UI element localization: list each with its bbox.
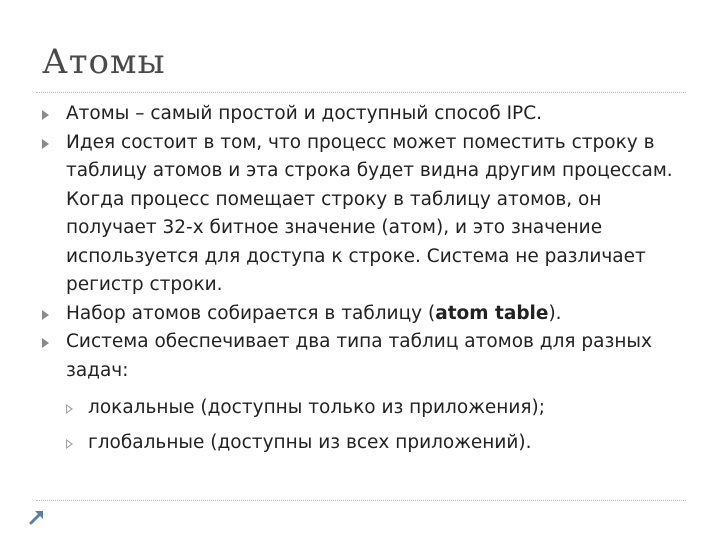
bullet-item [42,328,682,385]
bullet-text: Идея состоит в том, что процесс может поместить строку в таблицу атомов и эта строка будет видна другим процессам. Когда процесс помещает строку в таблицу атомов, он получает 32-х битное значение (атом), и это значение используется для доступа к строке. Система не различает регистр строки. [66,131,673,295]
triangle-right-icon [42,139,49,149]
bullet-item [42,100,682,129]
triangle-right-icon [42,310,49,320]
bullet-text: Атомы – самый простой и доступный способ IPC. [66,103,543,124]
bullet-text-before: Набор атомов собирается в таблицу ( [66,302,436,324]
bullet-text: Система обеспечивает два типа таблиц атомов для разных задач: [66,331,652,381]
bullet-text-after: ). [548,302,562,324]
bullet-list [42,100,682,457]
triangle-right-icon [42,338,49,348]
title-divider [36,92,686,93]
sub-bullet-item [66,429,682,458]
bullet-bold-term: atom table [435,302,549,324]
sub-bullet-item [66,394,682,423]
footer-divider [36,500,686,501]
bullet-item [42,300,682,329]
triangle-right-icon [66,439,73,449]
triangle-right-icon [66,404,73,414]
bullet-item [42,129,682,300]
navigation-arrow-icon[interactable] [28,506,48,526]
triangle-right-icon [42,110,49,120]
sub-bullet-text: глобальные (доступны из всех приложений). [88,431,532,453]
sub-bullet-text: локальные (доступны только из приложения); [88,397,545,418]
slide-title: Атомы [42,42,166,82]
